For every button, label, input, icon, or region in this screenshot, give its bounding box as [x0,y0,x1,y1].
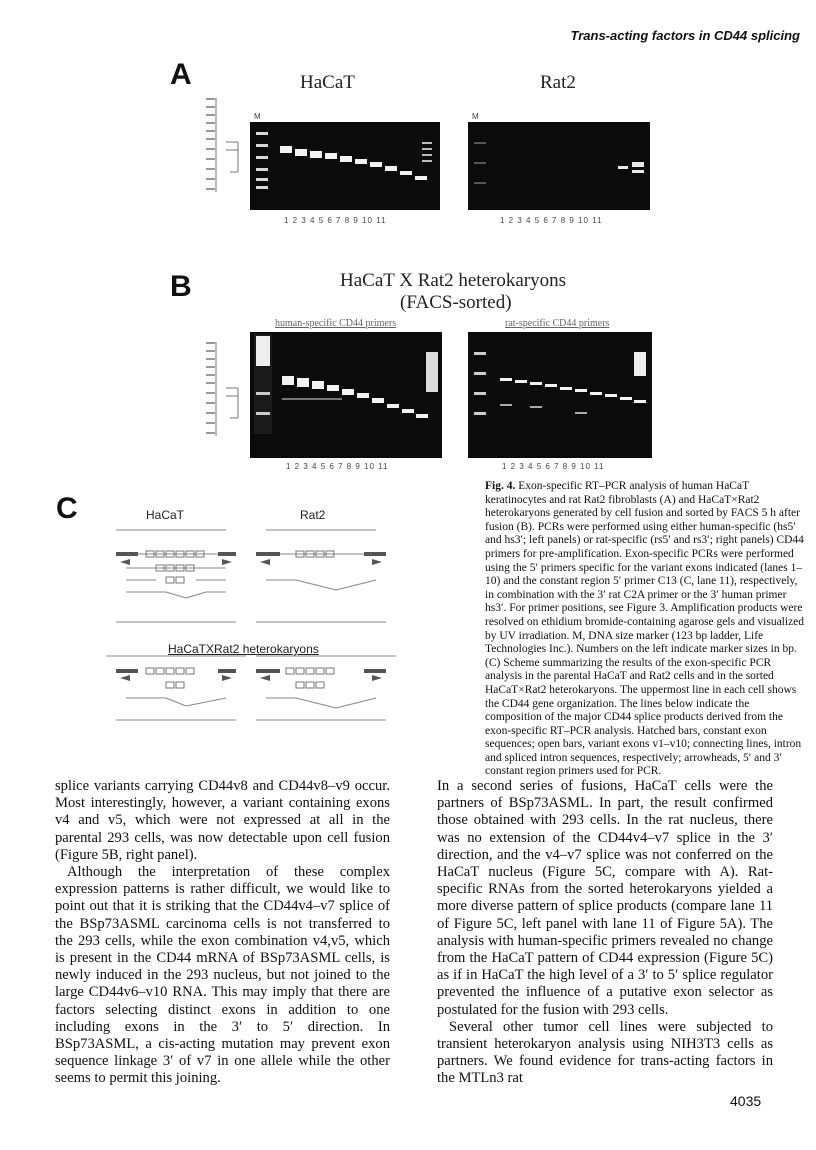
scheme-label-rat2: Rat2 [300,508,326,522]
splice-scheme [106,522,396,722]
panel-b-rat-gel [468,332,652,458]
panel-c-letter: C [56,492,78,525]
panel-a-right-lane-marker: M [472,112,480,121]
left-column [55,778,390,1088]
panel-a-left-lane-numbers: 1 2 3 4 5 6 7 8 9 10 11 [284,216,387,225]
scheme-label-hacat: HaCaT [146,508,185,522]
right-paragraph-1: In a second series of fusions, HaCaT cells were the partners of BSp73ASML. In part, the result confirmed those obtained with 293 cells. In the rat nucleus, there was no extension of the CD44v4–v7 splice in the 3′ direction, and the v4–v7 splice was not conferred on the HaCaT nucleus (Figure 5C, compare with A). Rat-specific RNAs from the sorted heterokaryons yielded a more diverse pattern of splice products (compare lane 11 of Figure 5C, left panel with lane 11 of Figure 5A). The analysis with human-specific primers revealed no change from the HaCaT pattern of CD44 expression (Figure 5C) as if in HaCaT the high level of a 3′ to 5′ splice regulator prevented the influence of a putative exon selector as postulated for the fusion with 293 cells. [437,778,773,1018]
panel-a-right-lane-numbers: 1 2 3 4 5 6 7 8 9 10 11 [500,216,603,225]
running-head: Trans-acting factors in CD44 splicing [570,28,800,43]
panel-b-left-lane-numbers: 1 2 3 4 5 6 7 8 9 10 11 [286,462,389,471]
panel-b-title-line1: HaCaT X Rat2 heterokaryons [340,270,567,291]
panel-a-rat2-gel [468,122,650,210]
panel-b-title-line2: (FACS-sorted) [400,292,512,313]
panel-b-human-gel [250,332,442,458]
caption-text: Exon-specific RT–PCR analysis of human HaCaT keratinocytes and rat Rat2 fibroblasts (A) and HaCaT×Rat2 heterokaryons generated by cell fusion and sorted by FACS 5 h after fusion (B). PCRs were performed using either human-specific (hs5′ and hs3′; left panels) or rat-specific (rs5′ and rs3′; right panels) CD44 primers for pre-amplification. Exon-specific PCRs were performed using the 5′ primers specific for the variant exons indicated (lanes 1–10) and the constant region 5′ primer C13 (C, lane 11), respectively, in combination with the 3′ rat C2A primer or the 3′ human primer hs3′. For primer positions, see Figure 3. Amplification products were resolved on ethidium bromide-containing agarose gels and visualized by UV irradiation. M, DNA size marker (123 bp ladder, Life Technologies Inc.). Numbers on the left indicate marker sizes in bp. (C) Scheme summarizing the results of the exon-specific PCR analysis in the parental HaCaT and Rat2 cells and in the sorted HaCaT×Rat2 heterokaryons. The uppermost line in each cell shows the CD44 gene organization. The lines below indicate the composition of the major CD44 splice products derived from the exon-specific RT–PCR analysis. Hatched bars, constant exon sequences; open bars, variant exons v1–v10; connecting lines, intron and spliced intron sequences, respectively; arrowheads, 5′ and 3′ constant region primers used for PCR. [485,480,805,778]
right-paragraph-2: Several other tumor cell lines were subjected to transient heterokaryon analysis using NIH3T3 cells as partners. We found evidence for trans-acting factors in the MTLn3 rat [437,1018,773,1087]
panel-a-letter: A [170,58,192,91]
panel-b-letter: B [170,270,192,303]
caption-label: Fig. 4. [485,480,516,492]
page-number: 4035 [730,1093,762,1109]
left-paragraph-2: Although the interpretation of these complex expression patterns is rather difficult, we would like to point out that it is striking that the CD44v4–v7 splice of the BSp73ASML carcinoma cells is not transferred to the 293 cells, while the exon combination v4,v5, which is present in the CD44 mRNA of BSp73ASML cells, is newly induced in the 293 nucleus, but not joined to the large CD44v6–v10 RNA. This may imply that there are factors selecting distinct exons in addition to one including exons in the 3′ to 5′ direction. In BSp73ASML, a cis-acting mutation may prevent exon sequence linkage 3′ of v7 in one allele while the other seems to permit this joining. [55,864,390,1087]
panel-b-right-subtitle: rat-specific CD44 primers [505,318,610,329]
left-paragraph-1: splice variants carrying CD44v8 and CD44v8–v9 occur. Most interestingly, however, a variant containing exons v4 and v5, which were not expressed at all in the parental 293 cells, was now detectable upon cell fusion (Figure 5B, right panel). [55,778,390,863]
panel-a-size-marker-labels [198,92,250,204]
panel-a-hacat-gel [250,122,440,210]
panel-a-left-lane-marker: M [254,112,262,121]
panel-b-right-lane-numbers: 1 2 3 4 5 6 7 8 9 10 11 [502,462,605,471]
right-column [437,778,773,1088]
panel-a-left-title: HaCaT [300,72,355,93]
figure-caption [485,480,805,779]
scheme-label-heterokaryons: HaCaTXRat2 heterokaryons [168,642,319,656]
panel-a-right-title: Rat2 [540,72,576,93]
panel-b-left-subtitle: human-specific CD44 primers [275,318,397,329]
panel-b-size-marker-labels [198,336,250,448]
